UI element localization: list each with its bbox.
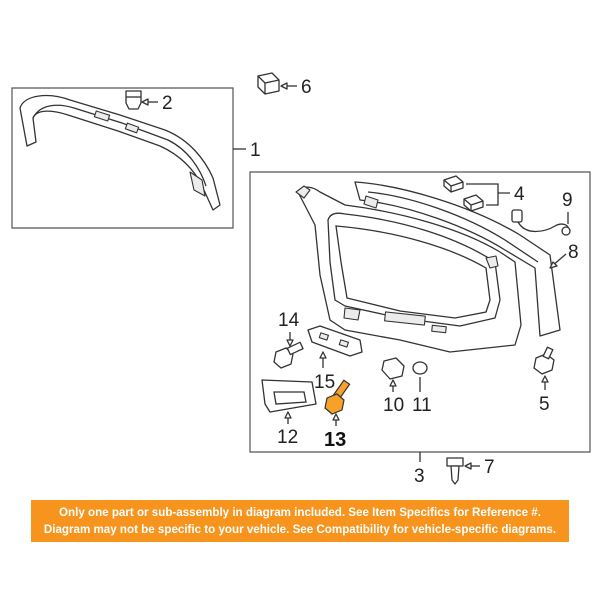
part-7-clip-head (447, 458, 463, 466)
part-11-group (412, 362, 432, 416)
callout-11: 11 (412, 395, 432, 416)
part-9-wire (518, 222, 568, 232)
callout-6-arrowhead (281, 83, 287, 89)
part-5-bolt-shank (543, 347, 553, 359)
part-6-group (258, 73, 312, 98)
part-15-group (308, 326, 362, 393)
part-7-group (447, 457, 495, 484)
callout-14-arrowhead (287, 340, 293, 346)
part-12-group (262, 380, 316, 448)
callout-2: 2 (162, 93, 173, 114)
callout-13: 13 (324, 429, 347, 451)
callout-9: 9 (562, 190, 573, 211)
part-5-group (534, 347, 554, 415)
part-12-handle (262, 380, 316, 412)
callout-7-arrowhead (465, 463, 471, 469)
part-3-lower-recess (344, 308, 360, 320)
callout-5: 5 (539, 394, 550, 415)
part-6-clip (258, 73, 279, 94)
callout-3: 3 (414, 466, 425, 487)
disclaimer-banner (31, 500, 569, 542)
part-3-group (250, 172, 590, 487)
callout-5-arrowhead (542, 376, 548, 382)
callout-13-arrowhead (333, 414, 339, 420)
part-11-cap (413, 362, 427, 374)
callout-7: 7 (484, 457, 495, 478)
part-14-group (274, 310, 303, 368)
callout-12-arrowhead (285, 412, 291, 418)
part-2-clip (126, 91, 141, 109)
callout-6: 6 (301, 77, 312, 98)
callout-4: 4 (514, 184, 525, 205)
part-4-clip-a (444, 176, 463, 192)
disclaimer-line-1: Only one part or sub-assembly in diagram included. See Item Specifics for Reference #. (59, 506, 541, 519)
part-2-group (126, 91, 173, 114)
part-10-pad (382, 358, 404, 379)
callout-15-arrowhead (320, 352, 326, 358)
callout-10-arrowhead (390, 380, 396, 386)
callout-15: 15 (314, 372, 336, 393)
disclaimer-line-2: Diagram may not be specific to your vehicle. See Compatibility for vehicle-specific diagrams. (43, 523, 557, 536)
callout-12: 12 (277, 427, 299, 448)
part-9-connector (512, 210, 522, 222)
callout-1: 1 (250, 140, 261, 161)
part-1-trim (20, 96, 220, 210)
part-13-bolt-head (325, 394, 344, 414)
callout-14: 14 (278, 310, 300, 331)
callout-2-arrowhead (142, 99, 148, 105)
callout-10: 10 (383, 395, 405, 416)
callout-8: 8 (568, 242, 579, 263)
part-7-clip-stem (451, 466, 459, 484)
part-10-group (382, 358, 404, 416)
part-8-callout-group (550, 242, 579, 268)
part-3-small-slot (432, 325, 447, 332)
part-9-end (562, 227, 570, 235)
